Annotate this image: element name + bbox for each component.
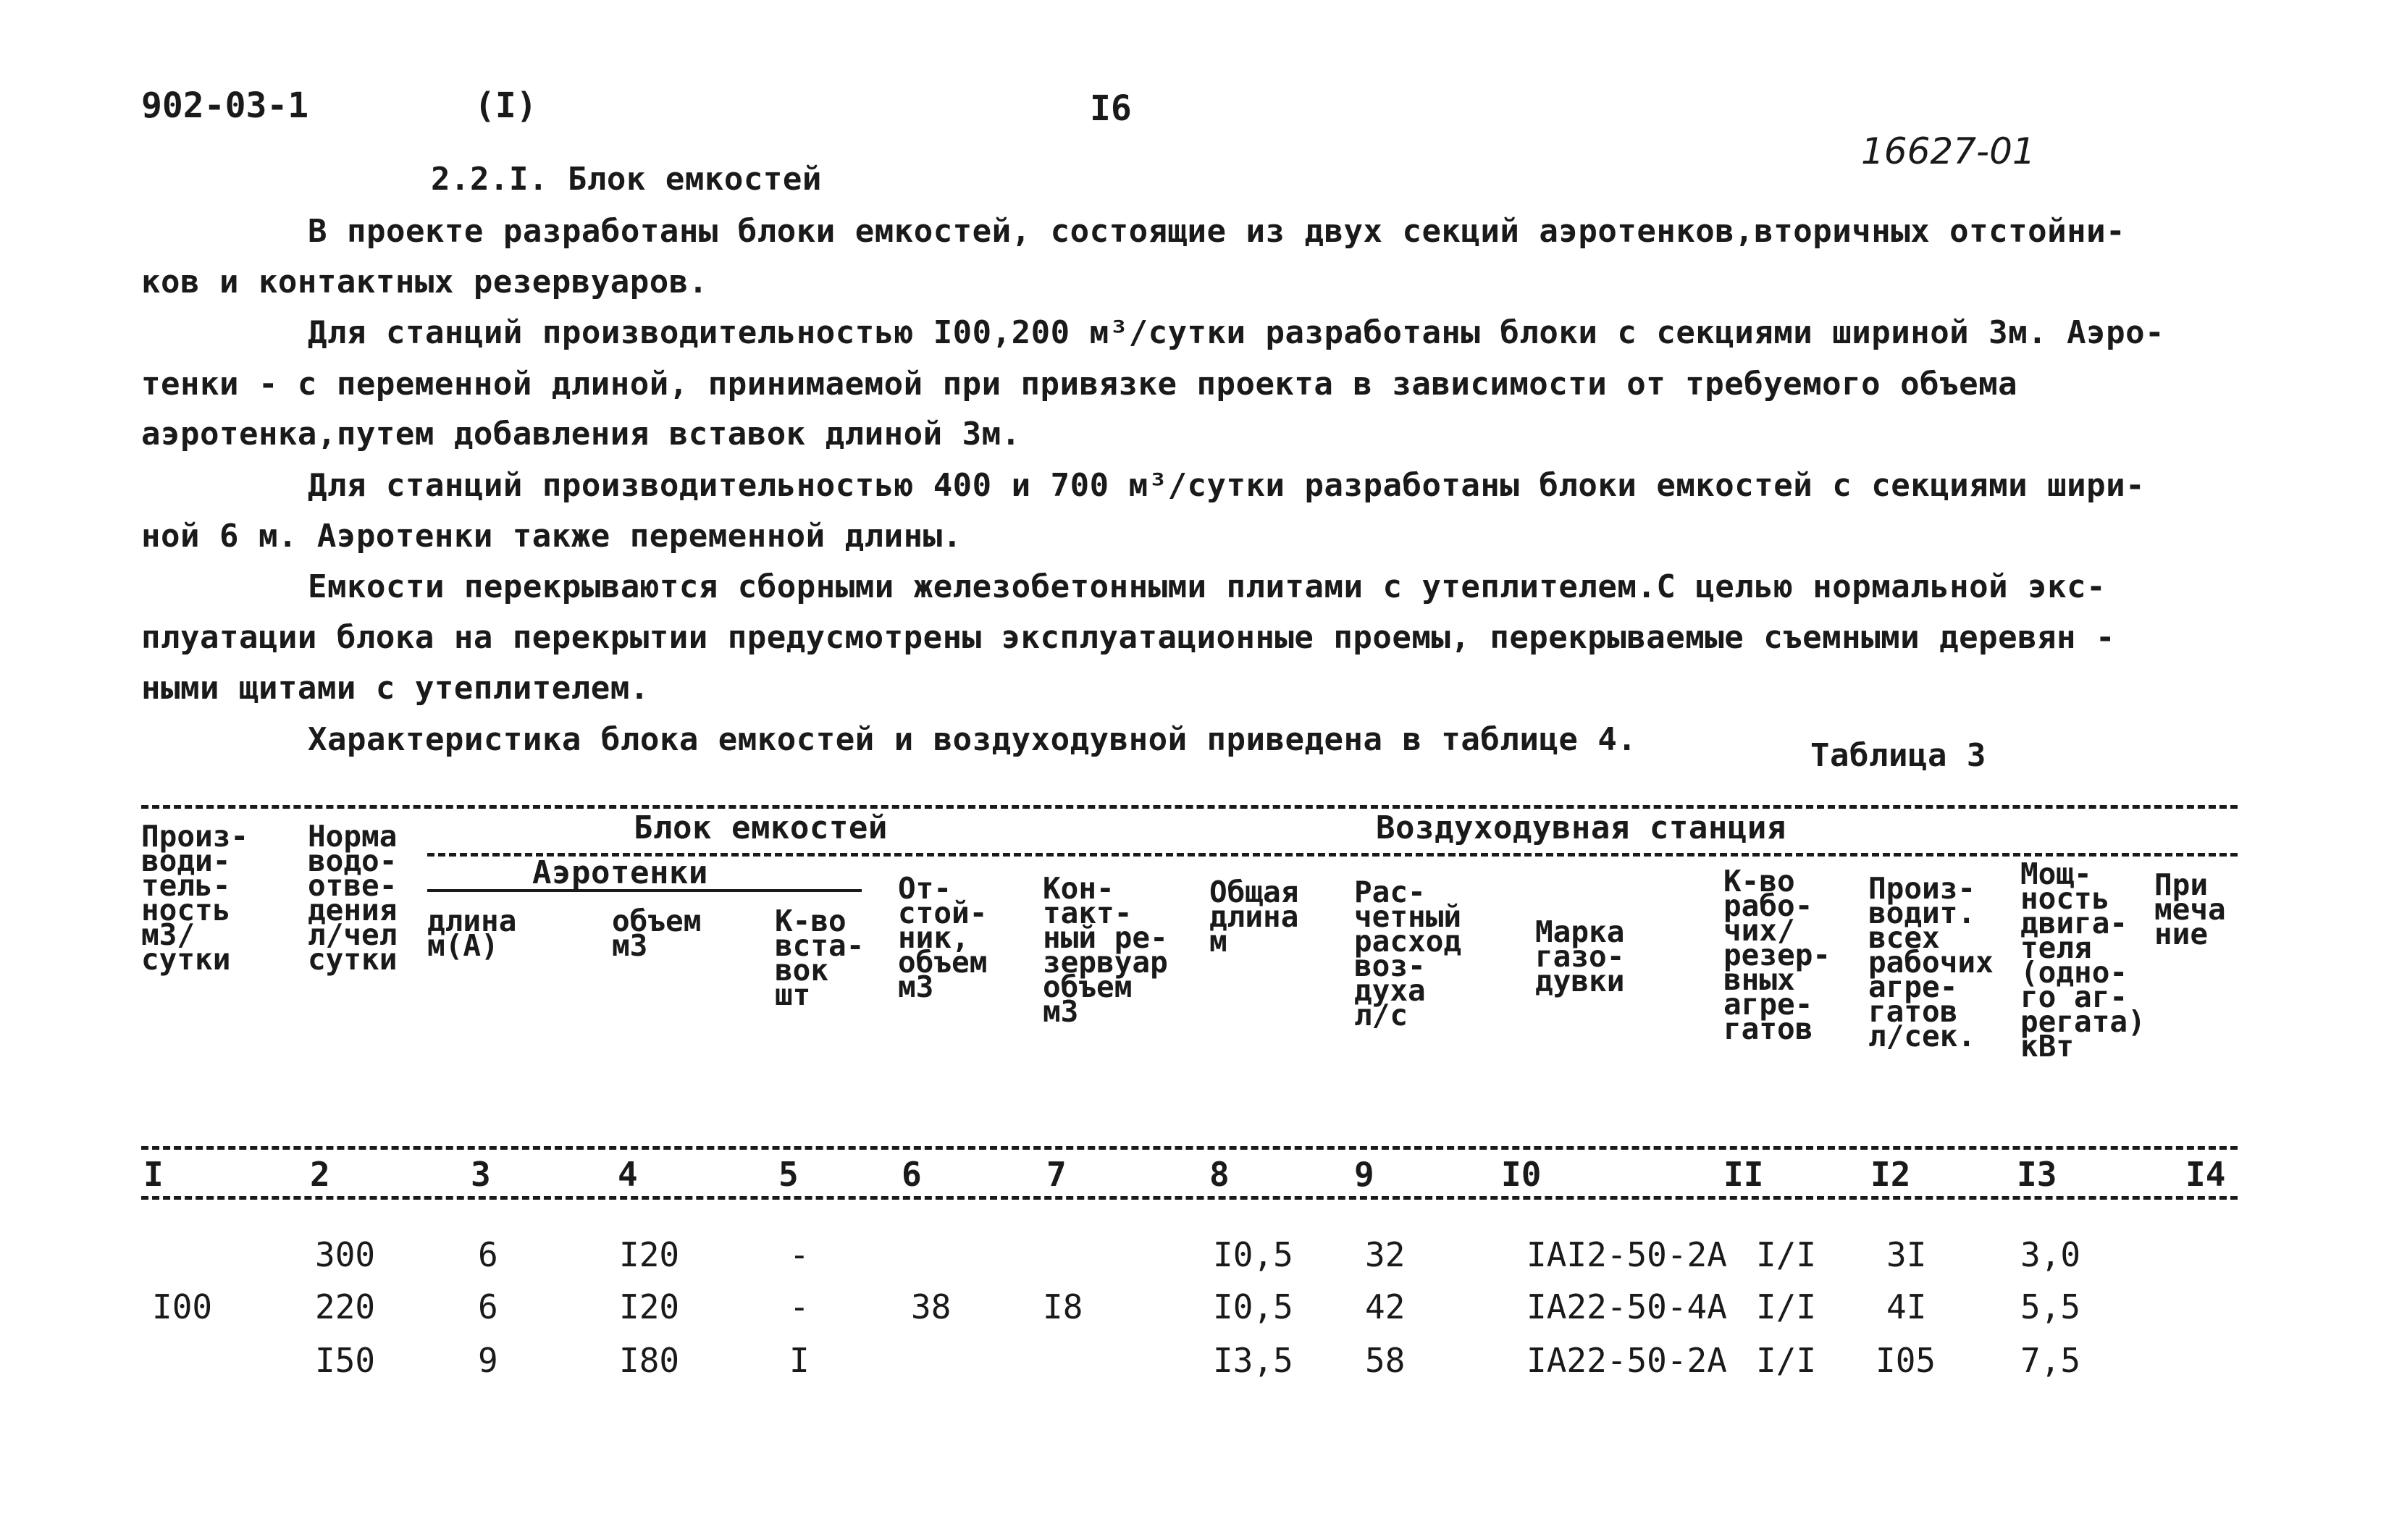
norm-cell: 300 (315, 1235, 376, 1274)
column-header: Произ- водит. всех рабочих агре- гатов л/сек. (1868, 871, 1994, 1053)
units-cell: I/I (1756, 1235, 1817, 1274)
column-header: Общая длина м (1209, 875, 1299, 959)
norm-cell: I50 (315, 1341, 376, 1380)
volume-cell: I20 (619, 1287, 680, 1326)
total-length-cell: I0,5 (1213, 1287, 1293, 1326)
length-cell: 6 (478, 1287, 498, 1326)
norm-cell: 220 (315, 1287, 376, 1326)
column-number: 6 (902, 1155, 922, 1194)
section-title: 2.2.I. Блок емкостей (431, 161, 822, 198)
column-number: I4 (2185, 1155, 2226, 1194)
column-header: длина м(А) (427, 904, 517, 963)
air-flow-cell: 58 (1365, 1341, 1406, 1380)
column-number: 3 (471, 1155, 491, 1194)
volume-cell: I20 (619, 1235, 680, 1274)
paragraph-line: ков и контактных резервуаров. (141, 264, 708, 300)
column-number: 8 (1209, 1155, 1230, 1194)
column-number: 2 (310, 1155, 330, 1194)
paragraph-line: Для станций производительностью I00,200 м³/сутки разработаны блоки с секциями шириной 3м. Аэро- (308, 314, 2165, 351)
group-block-label: Блок емкостей (634, 809, 888, 846)
units-cell: I/I (1756, 1287, 1817, 1326)
blower-cell: IAI2-50-2A (1526, 1235, 1727, 1274)
column-number: 5 (778, 1155, 799, 1194)
inserts-cell: - (789, 1235, 810, 1274)
column-header: объем м3 (612, 904, 702, 963)
column-header: Норма водо- отве- дения л/чел сутки (308, 819, 398, 977)
power-cell: 7,5 (2020, 1341, 2081, 1380)
settler-volume-cell: 38 (911, 1287, 952, 1326)
column-number: 7 (1046, 1155, 1067, 1194)
capacity-cell: 3I (1886, 1235, 1927, 1274)
power-cell: 3,0 (2020, 1235, 2081, 1274)
paragraph-line: Емкости перекрываются сборными железобетонными плитами с утеплителем.С целью нормальной экс- (308, 568, 2107, 605)
paragraph-line: аэротенка,путем добавления вставок длиной 3м. (141, 416, 1021, 453)
total-length-cell: I3,5 (1213, 1341, 1293, 1380)
inserts-cell: I (789, 1341, 810, 1380)
column-header: Рас- четный расход воз- духа л/с (1354, 875, 1462, 1032)
group-station-label: Воздуходувная станция (1376, 809, 1786, 846)
column-number: I0 (1501, 1155, 1542, 1194)
document-part: (I) (474, 85, 537, 126)
column-header: От- стой- ник, объем м3 (898, 871, 988, 1004)
power-cell: 5,5 (2020, 1287, 2081, 1326)
column-number: I2 (1870, 1155, 1911, 1194)
column-header: Произ- води- тель- ность м3/ сутки (141, 819, 249, 977)
column-number: 4 (618, 1155, 638, 1194)
column-number: 9 (1354, 1155, 1374, 1194)
paragraph-line: Для станций производительностью 400 и 700 м³/сутки разработаны блоки емкостей с секциями шири- (308, 467, 2146, 504)
column-header: Марка газо- дувки (1535, 914, 1625, 998)
column-header: При меча ние (2154, 867, 2226, 951)
column-number: I3 (2017, 1155, 2057, 1194)
header-bottom-rule (141, 1146, 2238, 1150)
contact-volume-cell: I8 (1043, 1287, 1083, 1326)
blower-cell: IA22-50-2A (1526, 1341, 1727, 1380)
column-header: Кон- такт- ный ре- зервуар объем м3 (1043, 871, 1168, 1029)
blower-cell: IA22-50-4A (1526, 1287, 1727, 1326)
page-number: I6 (1090, 88, 1132, 129)
table-top-rule (141, 805, 2238, 809)
paragraph-line: плуатации блока на перекрытии предусмотрены эксплуатационные проемы, перекрываемые съемными деревян - (141, 619, 2116, 656)
column-number: II (1723, 1155, 1764, 1194)
paragraph-line: ной 6 м. Аэротенки также переменной длины. (141, 518, 962, 555)
paragraph-line: Характеристика блока емкостей и воздуходувной приведена в таблице 4. (308, 721, 1637, 758)
productivity-cell: I00 (152, 1287, 213, 1326)
group-aero-label: Аэротенки (532, 854, 708, 891)
column-header: К-во рабо- чих/ резер- вных агре- гатов (1723, 864, 1831, 1046)
column-header: К-во вста- вок шт (775, 904, 865, 1012)
column-numbers-rule (141, 1196, 2238, 1200)
volume-cell: I80 (619, 1341, 680, 1380)
capacity-cell: I05 (1876, 1341, 1936, 1380)
paragraph-line: тенки - с переменной длиной, принимаемой при привязке проекта в зависимости от требуемого объема (141, 366, 2018, 403)
units-cell: I/I (1756, 1341, 1817, 1380)
table-caption: Таблица 3 (1810, 737, 1986, 774)
handwritten-number: 16627-01 (1861, 130, 2036, 172)
capacity-cell: 4I (1886, 1287, 1927, 1326)
air-flow-cell: 32 (1365, 1235, 1406, 1274)
column-number: I (143, 1155, 164, 1194)
length-cell: 9 (478, 1341, 498, 1380)
total-length-cell: I0,5 (1213, 1235, 1293, 1274)
air-flow-cell: 42 (1365, 1287, 1406, 1326)
inserts-cell: - (789, 1287, 810, 1326)
paragraph-line: ными щитами с утеплителем. (141, 670, 650, 707)
document-code: 902-03-1 (141, 85, 309, 126)
paragraph-line: В проекте разработаны блоки емкостей, состоящие из двух секций аэротенков,вторичных отстойни- (308, 213, 2126, 250)
column-header: Мощ- ность двига- теля (одно- го аг- регата) кВт (2020, 857, 2146, 1064)
length-cell: 6 (478, 1235, 498, 1274)
